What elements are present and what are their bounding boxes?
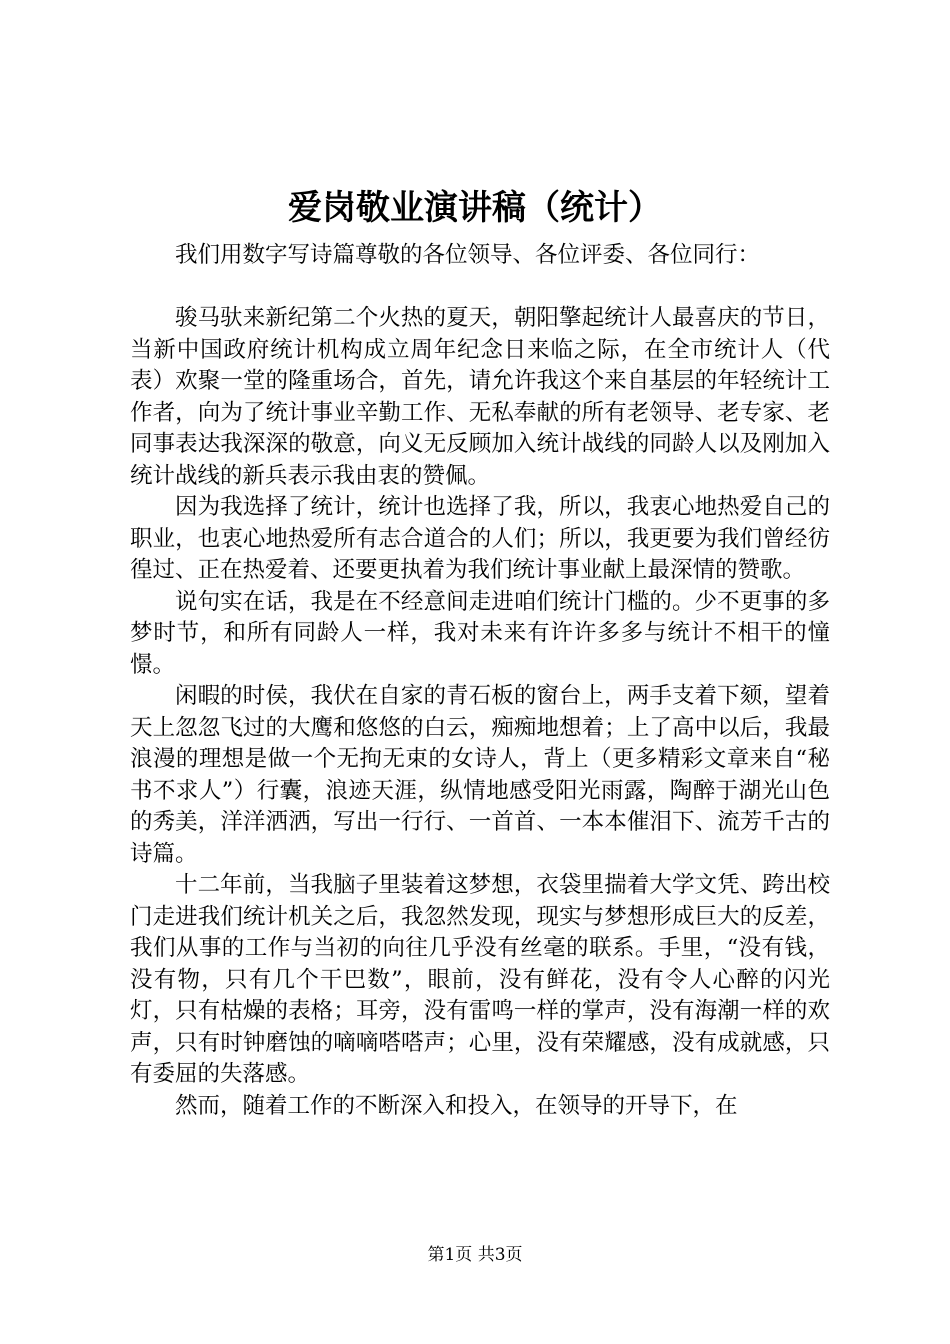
- document-body: [130, 240, 830, 1122]
- body-paragraph: 骏马驮来新纪第二个火热的夏天，朝阳擎起统计人最喜庆的节日，当新中国政府统计机构成立周年纪念日来临之际，在全市统计人（代表）欢聚一堂的隆重场合，首先，请允许我这个来自基层的年轻统计工作者，向为了统计事业辛勤工作、无私奉献的所有老领导、老专家、老同事表达我深深的敬意，向义无反顾加入统计战线的同龄人以及刚加入统计战线的新兵表示我由衷的赞佩。: [130, 305, 830, 489]
- document-title: 爱岗敬业演讲稿（统计）: [288, 188, 662, 228]
- body-paragraph: 十二年前，当我脑子里装着这梦想，衣袋里揣着大学文凭、跨出校门走进我们统计机关之后，我忽然发现，现实与梦想形成巨大的反差，我们从事的工作与当初的向往几乎没有丝毫的联系。手里，“没有钱，没有物，只有几个干巴数”，眼前，没有鲜花，没有令人心醉的闪光灯，只有枯燥的表格；耳旁，没有雷鸣一样的掌声，没有海潮一样的欢声，只有时钟磨蚀的嘀嘀嗒嗒声；心里，没有荣耀感，没有成就感，只有委屈的失落感。: [130, 872, 830, 1087]
- body-paragraph: 因为我选择了统计，统计也选择了我，所以，我衷心地热爱自己的职业，也衷心地热爱所有志合道合的人们；所以，我更要为我们曾经彷徨过、正在热爱着、还要更执着为我们统计事业献上最深情的赞歌。: [130, 494, 830, 583]
- body-paragraph: 然而，随着工作的不断深入和投入，在领导的开导下，在: [175, 1092, 738, 1119]
- body-paragraph: 说句实在话，我是在不经意间走进咱们统计门槛的。少不更事的多梦时节，和所有同龄人一样，我对未来有许许多多与统计不相干的憧憬。: [130, 588, 830, 678]
- body-paragraph: 闲暇的时侯，我伏在自家的青石板的窗台上，两手支着下颏，望着天上忽忽飞过的大鹰和悠悠的白云，痴痴地想着；上了高中以后，我最浪漫的理想是做一个无拘无束的女诗人，背上（更多精彩文章来自“秘书不求人”）行囊，浪迹天涯，纵情地感受阳光雨露，陶醉于湖光山色的秀美，洋洋洒洒，写出一行行、一首首、一本本催泪下、流芳千古的诗篇。: [130, 683, 830, 867]
- page-footer: 第1页 共3页: [427, 1245, 523, 1265]
- salutation-paragraph: 我们用数字写诗篇尊敬的各位领导、各位评委、各位同行：: [175, 242, 761, 268]
